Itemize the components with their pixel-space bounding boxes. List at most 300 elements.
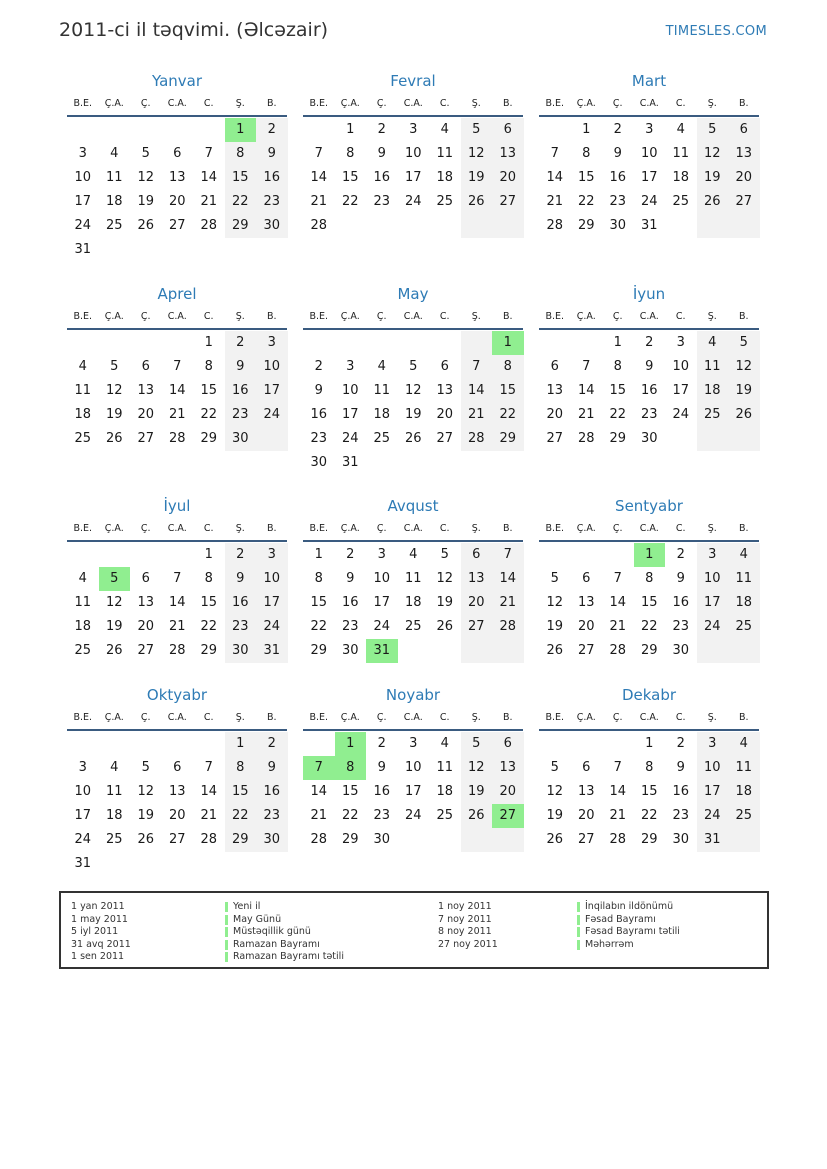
- legend-marker: [225, 915, 228, 925]
- month-divider: [67, 115, 287, 117]
- day-cell: 19: [467, 170, 485, 185]
- day-cell: 5: [550, 760, 559, 775]
- weekday-header: Ş.: [471, 523, 481, 534]
- weekday-header: Ç.A.: [340, 98, 360, 109]
- day-cell: 23: [373, 194, 391, 209]
- weekday-header: B.: [738, 523, 749, 534]
- month-divider: [303, 540, 523, 542]
- day-cell: 27: [577, 832, 595, 847]
- day-cell: 25: [436, 808, 454, 823]
- day-cell: 27: [168, 832, 186, 847]
- day-cell: 5: [708, 122, 717, 137]
- day-cell: 7: [613, 760, 622, 775]
- day-cell: 20: [137, 407, 155, 422]
- day-cell: 25: [672, 194, 690, 209]
- day-cell: 6: [141, 571, 150, 586]
- holiday-day-cell: 1: [225, 118, 257, 142]
- weekday-header: B.E.: [309, 712, 329, 723]
- day-cell: 15: [609, 383, 627, 398]
- day-cell: 4: [676, 122, 685, 137]
- day-cell: 13: [499, 760, 517, 775]
- day-cell: 23: [263, 194, 281, 209]
- day-cell: 12: [546, 784, 564, 799]
- weekday-header: C.A.: [167, 712, 187, 723]
- day-cell: 6: [550, 359, 559, 374]
- weekday-header: C.A.: [403, 98, 423, 109]
- month-divider: [67, 328, 287, 330]
- legend-date: 5 iyl 2011: [71, 926, 119, 937]
- day-cell: 11: [105, 784, 123, 799]
- day-cell: 28: [310, 832, 328, 847]
- day-cell: 26: [137, 218, 155, 233]
- day-cell: 15: [577, 170, 595, 185]
- day-cell: 30: [231, 643, 249, 658]
- month-name: Aprel: [157, 285, 197, 303]
- day-cell: 2: [645, 335, 654, 350]
- weekday-header: B.E.: [73, 712, 93, 723]
- day-cell: 13: [137, 595, 155, 610]
- day-cell: 6: [582, 571, 591, 586]
- day-cell: 20: [577, 619, 595, 634]
- day-cell: 4: [377, 359, 386, 374]
- weekday-header: B.E.: [73, 523, 93, 534]
- legend-holiday-name: [233, 901, 344, 914]
- weekday-header: Ç.: [376, 311, 387, 322]
- month-name: Sentyabr: [615, 497, 683, 515]
- day-cell: 28: [609, 832, 627, 847]
- legend-holiday-name: [585, 901, 680, 914]
- day-cell: 22: [341, 808, 359, 823]
- day-cell: 27: [137, 643, 155, 658]
- day-cell: 5: [409, 359, 418, 374]
- month-divider: [67, 729, 287, 731]
- weekday-header: Ş.: [235, 98, 245, 109]
- day-cell: 6: [503, 122, 512, 137]
- weekday-header: B.E.: [309, 523, 329, 534]
- day-cell: 12: [436, 571, 454, 586]
- day-cell: 5: [472, 122, 481, 137]
- day-cell: 10: [404, 760, 422, 775]
- weekday-header: Ş.: [471, 98, 481, 109]
- day-cell: 22: [200, 407, 218, 422]
- day-cell: 3: [78, 760, 87, 775]
- day-cell: 27: [546, 431, 564, 446]
- legend-date: 7 noy 2011: [438, 913, 492, 925]
- day-cell: 8: [582, 146, 591, 161]
- holiday-day-cell: 31: [366, 639, 398, 663]
- day-cell: 20: [735, 170, 753, 185]
- legend-date: 1 yan 2011: [71, 901, 125, 912]
- day-cell: 30: [373, 832, 391, 847]
- day-cell: 25: [436, 194, 454, 209]
- day-cell: 20: [168, 194, 186, 209]
- day-cell: 5: [110, 359, 119, 374]
- weekday-header: B.E.: [309, 98, 329, 109]
- day-cell: 10: [703, 760, 721, 775]
- day-cell: 8: [503, 359, 512, 374]
- day-cell: 9: [676, 760, 685, 775]
- day-cell: 3: [645, 122, 654, 137]
- day-cell: 29: [577, 218, 595, 233]
- holiday-day-cell: 27: [492, 804, 524, 828]
- day-cell: 14: [499, 571, 517, 586]
- holiday-day-cell: 1: [335, 732, 367, 756]
- legend-date: 1 may 2011: [71, 913, 128, 925]
- day-cell: 14: [609, 784, 627, 799]
- day-cell: 12: [105, 595, 123, 610]
- day-cell: 24: [263, 407, 281, 422]
- month-name: Mart: [631, 72, 667, 90]
- day-cell: 15: [200, 383, 218, 398]
- legend-holiday-label: May Günü: [233, 913, 282, 925]
- day-cell: 25: [105, 832, 123, 847]
- day-cell: 11: [735, 571, 753, 586]
- day-cell: 29: [341, 832, 359, 847]
- holiday-day-cell: 1: [634, 543, 666, 567]
- day-cell: 24: [404, 808, 422, 823]
- day-cell: 8: [204, 571, 213, 586]
- day-cell: 21: [200, 808, 218, 823]
- legend-marker: [225, 927, 228, 937]
- weekday-header: C.: [675, 311, 686, 322]
- weekday-header: C.: [203, 523, 214, 534]
- month-divider: [303, 115, 523, 117]
- day-cell: 26: [404, 431, 422, 446]
- day-cell: 21: [310, 194, 328, 209]
- day-cell: 14: [577, 383, 595, 398]
- weekday-header: C.: [439, 523, 450, 534]
- day-cell: 22: [231, 194, 249, 209]
- day-cell: 13: [168, 170, 186, 185]
- day-cell: 17: [672, 383, 690, 398]
- day-cell: 13: [467, 571, 485, 586]
- day-cell: 25: [703, 407, 721, 422]
- day-cell: 9: [267, 146, 276, 161]
- weekday-header: Ç.: [612, 311, 623, 322]
- day-cell: 17: [703, 595, 721, 610]
- day-cell: 30: [231, 431, 249, 446]
- day-cell: 17: [640, 170, 658, 185]
- day-cell: 11: [373, 383, 391, 398]
- weekday-header: C.: [439, 311, 450, 322]
- weekday-header: C.A.: [167, 523, 187, 534]
- day-cell: 9: [613, 146, 622, 161]
- day-cell: 3: [267, 335, 276, 350]
- day-cell: 12: [735, 359, 753, 374]
- legend-marker: [225, 940, 228, 950]
- day-cell: 11: [735, 760, 753, 775]
- day-cell: 14: [609, 595, 627, 610]
- day-cell: 19: [546, 619, 564, 634]
- day-cell: 9: [346, 571, 355, 586]
- day-cell: 19: [546, 808, 564, 823]
- legend-date: 1 noy 2011: [438, 901, 492, 912]
- day-cell: 23: [310, 431, 328, 446]
- day-cell: 6: [173, 146, 182, 161]
- day-cell: 8: [346, 146, 355, 161]
- weekday-header: C.: [675, 523, 686, 534]
- day-cell: 24: [74, 218, 92, 233]
- day-cell: 15: [640, 595, 658, 610]
- day-cell: 12: [703, 146, 721, 161]
- weekday-header: C.A.: [403, 311, 423, 322]
- day-cell: 27: [137, 431, 155, 446]
- month-divider: [539, 540, 759, 542]
- weekday-header: Ş.: [235, 523, 245, 534]
- day-cell: 1: [582, 122, 591, 137]
- weekday-header: Ç.: [612, 523, 623, 534]
- holiday-day-cell: 7: [303, 756, 335, 780]
- day-cell: 24: [74, 832, 92, 847]
- weekday-header: C.A.: [639, 712, 659, 723]
- weekday-header: Ş.: [707, 712, 717, 723]
- weekday-header: B.: [266, 98, 277, 109]
- day-cell: 29: [640, 643, 658, 658]
- day-cell: 15: [499, 383, 517, 398]
- day-cell: 3: [409, 736, 418, 751]
- day-cell: 30: [672, 832, 690, 847]
- day-cell: 16: [373, 170, 391, 185]
- month-name: Fevral: [390, 72, 436, 90]
- day-cell: 11: [436, 760, 454, 775]
- weekday-header: Ç.A.: [576, 98, 596, 109]
- day-cell: 9: [236, 571, 245, 586]
- day-cell: 19: [735, 383, 753, 398]
- weekday-header: Ş.: [471, 311, 481, 322]
- day-cell: 16: [310, 407, 328, 422]
- weekday-header: B.E.: [545, 523, 565, 534]
- day-cell: 13: [436, 383, 454, 398]
- day-cell: 21: [168, 619, 186, 634]
- day-cell: 20: [499, 170, 517, 185]
- weekday-header: B.E.: [73, 98, 93, 109]
- weekday-header: Ç.A.: [576, 523, 596, 534]
- day-cell: 2: [676, 547, 685, 562]
- day-cell: 6: [472, 547, 481, 562]
- day-cell: 16: [672, 595, 690, 610]
- day-cell: 16: [609, 170, 627, 185]
- day-cell: 2: [377, 736, 386, 751]
- day-cell: 7: [204, 146, 213, 161]
- month-divider: [539, 115, 759, 117]
- day-cell: 1: [645, 736, 654, 751]
- holiday-legend: [59, 891, 769, 969]
- day-cell: 13: [577, 595, 595, 610]
- day-cell: 4: [110, 146, 119, 161]
- day-cell: 23: [672, 808, 690, 823]
- legend-holiday-name: [233, 951, 344, 964]
- day-cell: 5: [141, 146, 150, 161]
- day-cell: 19: [404, 407, 422, 422]
- day-cell: 29: [499, 431, 517, 446]
- day-cell: 16: [263, 170, 281, 185]
- day-cell: 18: [105, 808, 123, 823]
- day-cell: 11: [436, 146, 454, 161]
- day-cell: 12: [137, 784, 155, 799]
- legend-holiday-name: [233, 914, 344, 927]
- legend-marker: [225, 952, 228, 962]
- legend-marker: [577, 940, 580, 950]
- legend-holiday-label: İnqilabın ildönümü: [585, 901, 674, 912]
- month-divider: [539, 328, 759, 330]
- day-cell: 6: [582, 760, 591, 775]
- day-cell: 24: [263, 619, 281, 634]
- weekday-header: B.E.: [545, 712, 565, 723]
- day-cell: 29: [609, 431, 627, 446]
- day-cell: 22: [231, 808, 249, 823]
- day-cell: 7: [613, 571, 622, 586]
- day-cell: 1: [314, 547, 323, 562]
- weekday-header: B.E.: [545, 98, 565, 109]
- day-cell: 21: [499, 595, 517, 610]
- legend-marker: [577, 927, 580, 937]
- weekday-header: Ç.A.: [340, 523, 360, 534]
- day-cell: 19: [467, 784, 485, 799]
- day-cell: 13: [168, 784, 186, 799]
- day-cell: 4: [440, 122, 449, 137]
- day-cell: 4: [739, 547, 748, 562]
- day-cell: 2: [236, 547, 245, 562]
- day-cell: 21: [609, 808, 627, 823]
- weekday-header: Ç.: [140, 98, 151, 109]
- day-cell: 30: [263, 832, 281, 847]
- month-name: Oktyabr: [146, 686, 208, 704]
- day-cell: 28: [499, 619, 517, 634]
- day-cell: 17: [74, 808, 92, 823]
- weekday-header: Ç.A.: [576, 712, 596, 723]
- day-cell: 5: [550, 571, 559, 586]
- legend-holiday-label: Ramazan Bayramı: [233, 938, 320, 950]
- day-cell: 4: [739, 736, 748, 751]
- weekday-header: Ç.A.: [576, 311, 596, 322]
- day-cell: 18: [436, 170, 454, 185]
- day-cell: 23: [373, 808, 391, 823]
- weekday-header: Ç.A.: [104, 311, 124, 322]
- day-cell: 25: [373, 431, 391, 446]
- day-cell: 28: [310, 218, 328, 233]
- day-cell: 31: [74, 856, 92, 871]
- day-cell: 17: [404, 170, 422, 185]
- day-cell: 24: [373, 619, 391, 634]
- legend-holiday-label: Ramazan Bayramı tətili: [233, 951, 344, 962]
- day-cell: 17: [263, 383, 281, 398]
- day-cell: 1: [236, 736, 245, 751]
- weekday-header: C.: [203, 311, 214, 322]
- month-name: İyun: [632, 285, 666, 303]
- day-cell: 19: [137, 808, 155, 823]
- day-cell: 7: [173, 359, 182, 374]
- day-cell: 19: [137, 194, 155, 209]
- legend-holiday-label: Fəsad Bayramı: [585, 913, 656, 925]
- day-cell: 11: [672, 146, 690, 161]
- weekday-header: Ç.A.: [340, 311, 360, 322]
- day-cell: 31: [640, 218, 658, 233]
- day-cell: 14: [200, 170, 218, 185]
- day-cell: 28: [168, 431, 186, 446]
- day-cell: 30: [672, 643, 690, 658]
- day-cell: 20: [577, 808, 595, 823]
- day-cell: 3: [708, 547, 717, 562]
- day-cell: 20: [546, 407, 564, 422]
- day-cell: 4: [78, 359, 87, 374]
- day-cell: 22: [200, 619, 218, 634]
- day-cell: 20: [499, 784, 517, 799]
- day-cell: 10: [672, 359, 690, 374]
- day-cell: 23: [231, 407, 249, 422]
- weekday-header: B.: [502, 98, 513, 109]
- day-cell: 29: [200, 431, 218, 446]
- day-cell: 11: [74, 595, 92, 610]
- day-cell: 8: [645, 571, 654, 586]
- day-cell: 6: [440, 359, 449, 374]
- weekday-header: Ç.A.: [104, 523, 124, 534]
- weekday-header: C.: [203, 98, 214, 109]
- day-cell: 21: [310, 808, 328, 823]
- day-cell: 17: [703, 784, 721, 799]
- day-cell: 25: [105, 218, 123, 233]
- day-cell: 13: [546, 383, 564, 398]
- day-cell: 6: [141, 359, 150, 374]
- weekday-header: C.A.: [403, 523, 423, 534]
- weekday-header: Ş.: [707, 523, 717, 534]
- day-cell: 28: [200, 832, 218, 847]
- day-cell: 2: [346, 547, 355, 562]
- weekday-header: B.: [738, 98, 749, 109]
- day-cell: 26: [467, 808, 485, 823]
- day-cell: 12: [404, 383, 422, 398]
- day-cell: 5: [472, 736, 481, 751]
- weekday-header: C.: [203, 712, 214, 723]
- month-name: Noyabr: [385, 686, 441, 704]
- day-cell: 9: [267, 760, 276, 775]
- day-cell: 16: [231, 595, 249, 610]
- day-cell: 15: [231, 784, 249, 799]
- day-cell: 7: [173, 571, 182, 586]
- day-cell: 24: [703, 808, 721, 823]
- legend-holiday-label: Yeni il: [233, 901, 261, 912]
- brand-link[interactable]: TIMESLES.COM: [665, 24, 767, 39]
- legend-date: 31 avq 2011: [71, 938, 131, 950]
- weekday-header: B.: [266, 311, 277, 322]
- day-cell: 24: [404, 194, 422, 209]
- legend-date: 1 sen 2011: [71, 951, 125, 962]
- day-cell: 20: [436, 407, 454, 422]
- day-cell: 1: [204, 335, 213, 350]
- day-cell: 3: [346, 359, 355, 374]
- month-divider: [539, 729, 759, 731]
- day-cell: 23: [640, 407, 658, 422]
- day-cell: 19: [105, 619, 123, 634]
- day-cell: 22: [577, 194, 595, 209]
- day-cell: 24: [703, 619, 721, 634]
- day-cell: 18: [105, 194, 123, 209]
- day-cell: 7: [204, 760, 213, 775]
- day-cell: 1: [204, 547, 213, 562]
- weekday-header: B.E.: [309, 311, 329, 322]
- day-cell: 10: [263, 359, 281, 374]
- day-cell: 14: [546, 170, 564, 185]
- day-cell: 10: [640, 146, 658, 161]
- day-cell: 18: [735, 784, 753, 799]
- day-cell: 25: [74, 643, 92, 658]
- day-cell: 18: [436, 784, 454, 799]
- weekday-header: C.: [439, 98, 450, 109]
- day-cell: 15: [341, 784, 359, 799]
- day-cell: 22: [609, 407, 627, 422]
- day-cell: 26: [735, 407, 753, 422]
- weekday-header: B.: [266, 523, 277, 534]
- legend-holiday-name: [585, 926, 680, 939]
